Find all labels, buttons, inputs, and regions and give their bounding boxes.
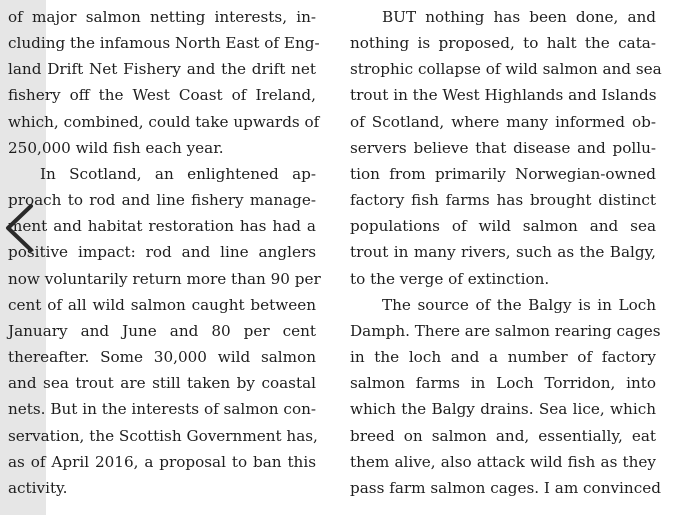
text-line: salmon farms in Loch Torridon, into: [350, 374, 656, 393]
text-line: to the verge of extinction.: [350, 269, 550, 288]
text-line: of Scotland, where many informed ob-: [350, 112, 656, 131]
text-line: breed on salmon and, essentially, eat: [350, 426, 656, 445]
text-line: nets. But in the interests of salmon con-: [8, 400, 316, 419]
text-line: which the Balgy drains. Sea lice, which: [350, 400, 656, 419]
text-line: factory fish farms has brought distinct: [350, 191, 656, 210]
text-line: strophic collapse of wild salmon and sea: [350, 60, 662, 79]
text-line: nothing is proposed, to halt the cata-: [350, 34, 656, 53]
text-line: which, combined, could take upwards of: [8, 112, 320, 131]
text-line: trout in many rivers, such as the Balgy,: [350, 243, 656, 262]
text-line: 250,000 wild fish each year.: [8, 138, 224, 157]
text-line: proach to rod and line fishery manage-: [8, 191, 316, 210]
text-line: cluding the infamous North East of Eng-: [8, 34, 320, 53]
text-column-left: [8, 4, 321, 501]
text-line: trout in the West Highlands and Islands: [350, 86, 657, 105]
text-line: fishery off the West Coast of Ireland,: [8, 86, 316, 105]
text-line: populations of wild salmon and sea: [350, 217, 656, 236]
text-line: Damph. There are salmon rearing cages: [350, 321, 661, 340]
text-line: them alive, also attack wild fish as they: [350, 452, 656, 471]
text-line: of major salmon netting interests, in-: [8, 8, 316, 26]
text-line: The source of the Balgy is in Loch: [382, 295, 656, 314]
text-line: now voluntarily return more than 90 per: [8, 269, 321, 288]
text-line: January and June and 80 per cent: [8, 321, 316, 340]
text-line: pass farm salmon cages. I am convinced: [350, 478, 661, 497]
text-line: servers believe that disease and pollu-: [350, 138, 656, 157]
text-line: tion from primarily Norwegian-owned: [350, 164, 656, 183]
text-column-right: [350, 4, 662, 501]
text-line: and sea trout are still taken by coastal: [8, 374, 316, 393]
chevron-left-icon: [0, 198, 40, 258]
text-line: cent of all wild salmon caught between: [8, 295, 316, 314]
text-line: In Scotland, an enlightened ap-: [40, 164, 316, 183]
text-line: in the loch and a number of factory: [350, 348, 656, 367]
text-line: servation, the Scottish Government has,: [8, 426, 318, 445]
text-line: as of April 2016, a proposal to ban this: [8, 452, 316, 471]
text-line: BUT nothing has been done, and: [382, 8, 656, 26]
previous-page-button[interactable]: [0, 198, 40, 258]
text-line: land Drift Net Fishery and the drift net: [8, 60, 316, 79]
text-line: positive impact: rod and line anglers: [8, 243, 316, 262]
text-line: thereafter. Some 30,000 wild salmon: [8, 348, 316, 367]
text-line: activity.: [8, 478, 68, 497]
text-line: ment and habitat restoration has had a: [8, 217, 316, 236]
